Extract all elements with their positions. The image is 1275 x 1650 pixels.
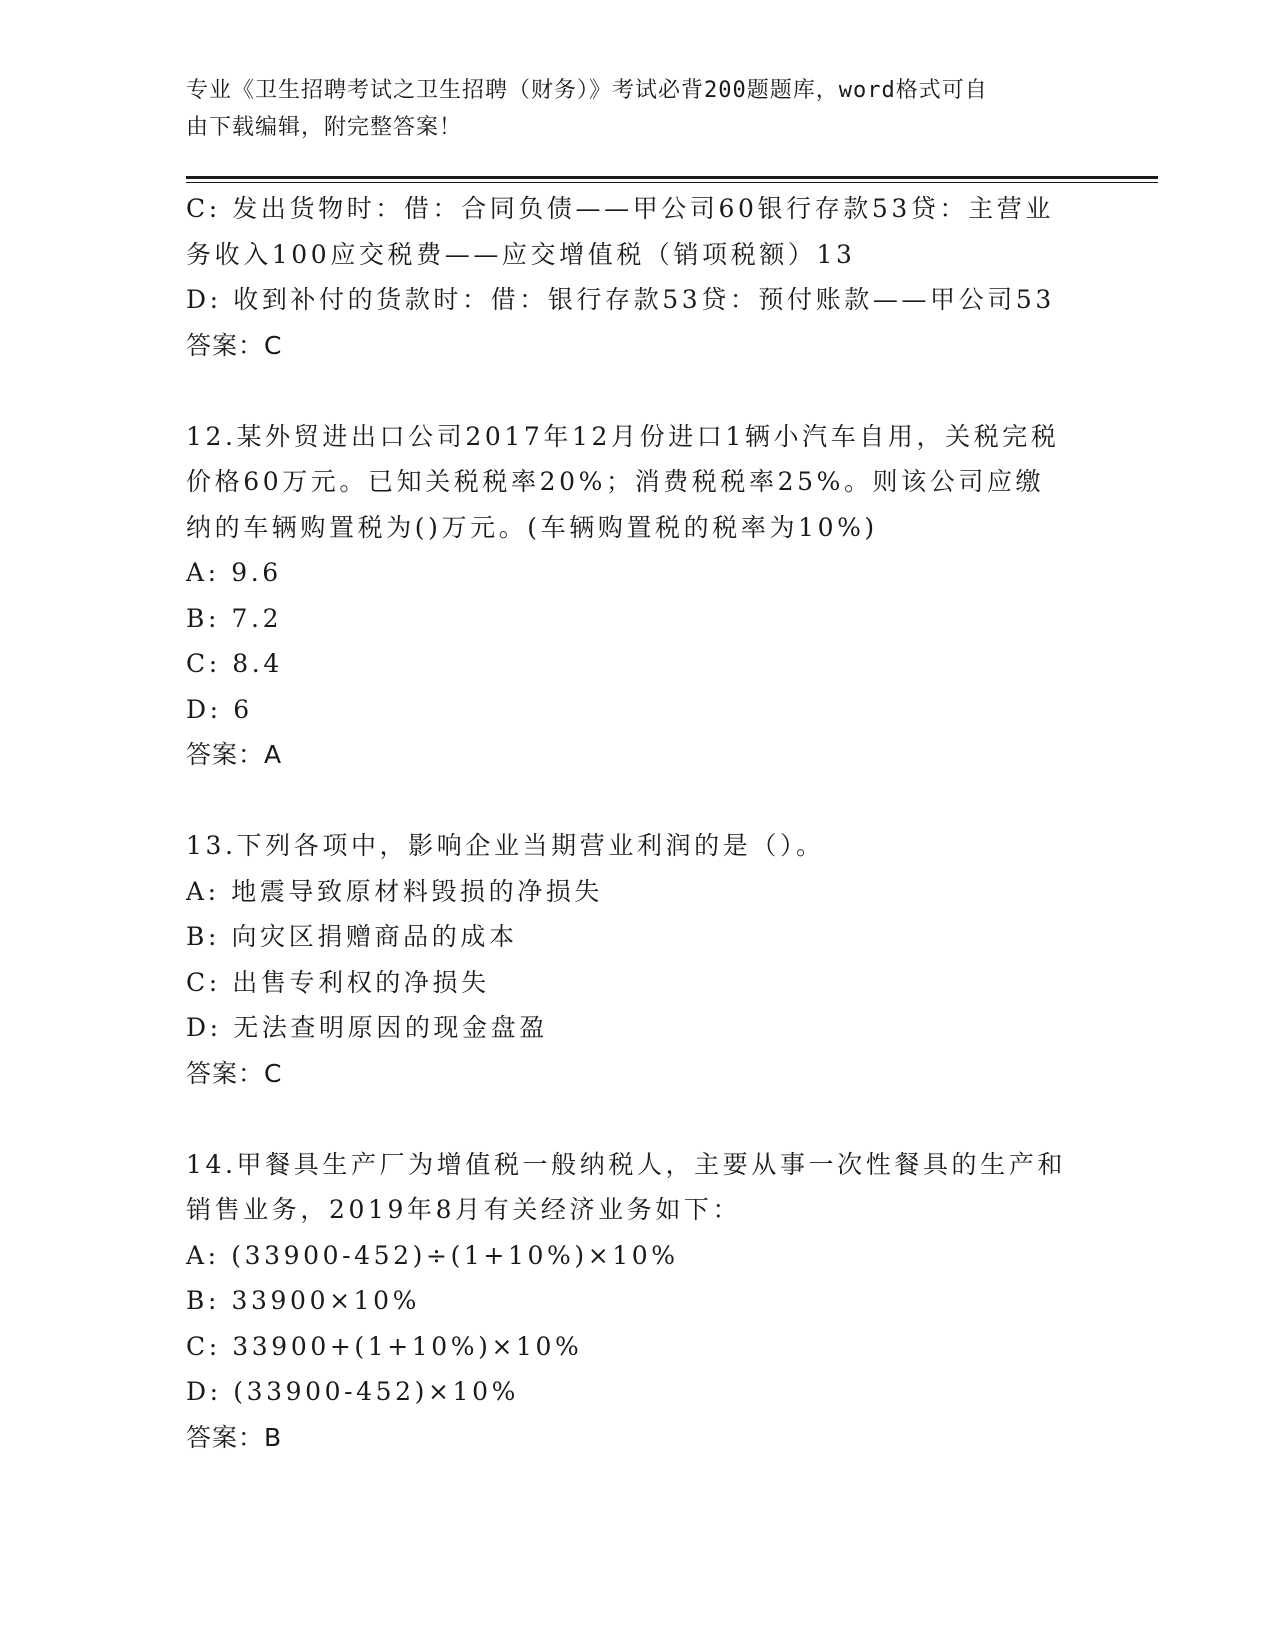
option-c: C: 33900+(1+10%)×10% <box>186 1331 583 1361</box>
option-b: B: 7.2 <box>186 603 283 633</box>
answer-13: 答案：C <box>186 1058 283 1088</box>
option-c: C: 出售专利权的净损失 <box>186 967 490 997</box>
spacer <box>186 778 1076 824</box>
question-content <box>186 186 1076 1460</box>
option-d: D: 收到补付的货款时：借：银行存款53贷：预付账款——甲公司53 <box>186 285 1055 314</box>
option-d: D: 无法查明原因的现金盘盈 <box>186 1013 548 1042</box>
option-d: D: (33900-452)×10% <box>186 1377 519 1406</box>
option-a: A: 9.6 <box>186 558 282 587</box>
question-14-line-1: 14.甲餐具生产厂为增值税一般纳税人，主要从事一次性餐具的生产和 <box>186 1149 1066 1179</box>
option-c-line-2: 务收入100应交税费——应交增值税（销项税额）13 <box>186 239 856 269</box>
spacer <box>186 368 1076 414</box>
answer-14: 答案：B <box>186 1422 283 1452</box>
question-13-line-1: 13.下列各项中，影响企业当期营业利润的是（）。 <box>186 831 825 860</box>
question-11-tail <box>186 186 1076 368</box>
question-12-line-3: 纳的车辆购置税为()万元。(车辆购置税的税率为10%) <box>186 512 878 542</box>
spacer <box>186 1096 1076 1142</box>
question-12-line-1: 12.某外贸进出口公司2017年12月份进口1辆小汽车自用，关税完税 <box>186 421 1060 451</box>
option-d: D: 6 <box>186 694 253 724</box>
header-divider-thin <box>186 182 1158 183</box>
option-c: C: 8.4 <box>186 649 283 678</box>
option-a: A: 地震导致原材料毁损的净损失 <box>186 876 604 906</box>
header-line-2: 由下载编辑，附完整答案！ <box>186 115 463 140</box>
question-12-line-2: 价格60万元。已知关税税率20%；消费税税率25%。则该公司应缴 <box>186 467 1045 496</box>
option-b: B: 向灾区捐赠商品的成本 <box>186 922 518 951</box>
header-line-1: 专业《卫生招聘考试之卫生招聘（财务）》考试必背200题题库，word格式可自 <box>186 78 988 103</box>
option-c-line-1: C: 发出货物时：借：合同负债——甲公司60银行存款53贷：主营业 <box>186 194 1054 223</box>
option-b: B: 33900×10% <box>186 1286 420 1315</box>
answer-12: 答案：A <box>186 740 283 769</box>
question-12 <box>186 414 1076 778</box>
answer-11: 答案：C <box>186 330 283 360</box>
question-13 <box>186 823 1076 1096</box>
header-divider-thick <box>186 176 1158 179</box>
question-14 <box>186 1142 1076 1461</box>
document-header <box>186 72 1066 146</box>
question-14-line-2: 销售业务，2019年8月有关经济业务如下： <box>186 1195 742 1224</box>
option-a: A: (33900-452)÷(1+10%)×10% <box>186 1240 679 1270</box>
